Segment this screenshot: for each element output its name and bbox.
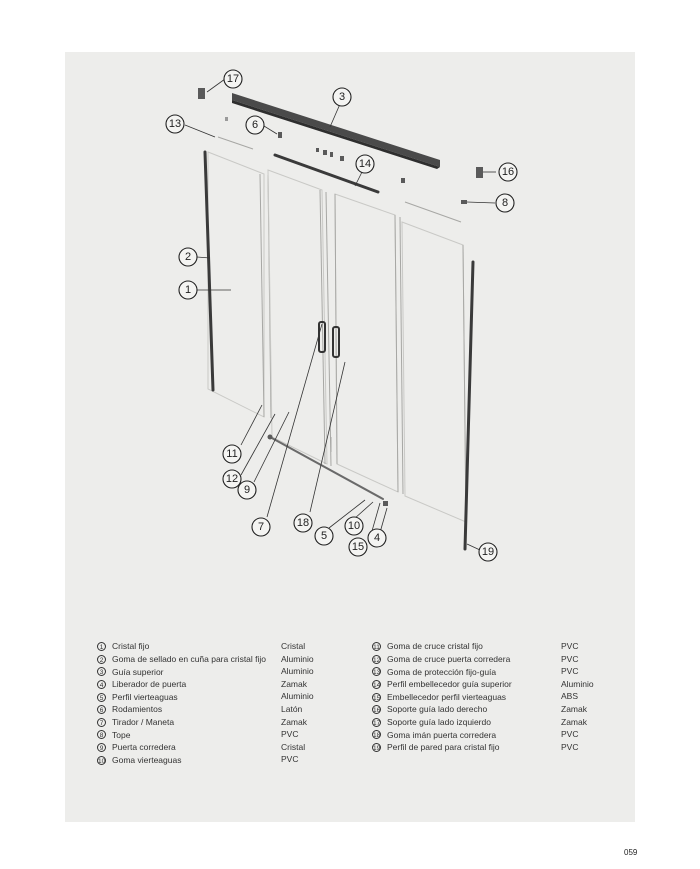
exploded-view-diagram [65, 52, 635, 622]
item-number: 9 [97, 743, 106, 752]
right-support-bracket [476, 167, 483, 178]
callout-number: 1 [184, 284, 192, 296]
callout-number: 11 [226, 448, 238, 460]
callout-4 [368, 529, 386, 547]
part-material: Cristal [281, 641, 306, 651]
list-item [97, 703, 303, 716]
door-release [383, 501, 388, 506]
callout-18 [294, 514, 312, 532]
callout-number: 12 [225, 473, 239, 485]
left-fixed-glass [208, 152, 264, 417]
part-name: Tope [112, 729, 131, 740]
item-number: 16 [373, 707, 381, 715]
callout-number: 8 [501, 197, 509, 209]
list-item [97, 653, 314, 666]
callout-number: 2 [184, 251, 192, 263]
part-material: Zamak [561, 703, 587, 714]
part-material: PVC [561, 741, 579, 752]
part-name: Goma imán puerta corredera [387, 729, 497, 740]
part-name: Goma de cruce cristal fijo [387, 641, 483, 652]
part-name: Goma de protección fijo-guía [387, 666, 497, 677]
list-item [372, 678, 594, 691]
part-name: Tirador / Maneta [112, 717, 175, 728]
list-item [372, 690, 579, 703]
list-item [97, 753, 299, 766]
left-support-bracket [198, 88, 205, 99]
part-name: Goma vierteaguas [112, 754, 182, 765]
callout-8 [496, 194, 514, 212]
part-material: ABS [561, 691, 579, 702]
part-material: Latón [281, 703, 303, 714]
parts-list-right [372, 640, 594, 753]
callout-number: 19 [481, 546, 495, 558]
callout-number: 4 [373, 532, 381, 544]
callout-13 [166, 115, 184, 133]
part-material: PVC [561, 666, 579, 677]
callout-number: 5 [320, 530, 328, 542]
callout-3 [333, 88, 351, 106]
item-number: 15 [373, 694, 381, 702]
part-material: Aluminio [281, 653, 314, 664]
callout-number: 15 [351, 541, 365, 553]
list-item [97, 728, 299, 741]
callout-11 [223, 445, 241, 463]
list-item [97, 690, 314, 703]
list-item [372, 665, 579, 678]
list-item [372, 703, 587, 716]
item-number: 18 [373, 732, 381, 740]
item-number: 19 [373, 745, 381, 752]
part-name: Rodamientos [112, 704, 163, 715]
page-number: 059 [624, 848, 638, 857]
callout-number: 3 [338, 91, 346, 103]
part-material: Zamak [281, 678, 307, 689]
part-material: PVC [561, 729, 579, 740]
callout-number: 14 [358, 158, 372, 170]
part-name: Perfil de pared para cristal fijo [387, 742, 500, 753]
list-item [97, 640, 306, 653]
part-material: PVC [561, 641, 579, 651]
item-number: 8 [97, 730, 106, 739]
item-number: 1 [97, 642, 106, 651]
part-name: Soporte guía lado izquierdo [387, 717, 491, 728]
item-number: 13 [373, 669, 381, 677]
left-sliding-door [268, 170, 327, 464]
callout-number: 16 [501, 166, 515, 178]
part-name: Guía superior [112, 666, 164, 677]
callout-19 [479, 543, 497, 561]
callout-5 [315, 527, 333, 545]
callout-number: 18 [296, 517, 310, 529]
part-material: Aluminio [281, 666, 314, 677]
part-name: Cristal fijo [112, 641, 150, 652]
part-material: PVC [281, 754, 299, 765]
callout-number: 10 [347, 520, 361, 532]
item-number: 14 [373, 682, 381, 690]
callout-16 [499, 163, 517, 181]
part-name: Puerta corredera [112, 742, 176, 753]
part-name: Soporte guía lado derecho [387, 704, 488, 715]
callout-12 [223, 470, 241, 488]
item-number: 7 [97, 718, 106, 727]
part-material: Cristal [281, 741, 306, 752]
callout-15 [349, 538, 367, 556]
item-number: 17 [373, 719, 381, 727]
item-number: 3 [97, 667, 106, 676]
part-name: Embellecedor perfil vierteaguas [387, 691, 507, 702]
callout-17 [224, 70, 242, 88]
part-material: PVC [281, 729, 299, 740]
item-number: 11 [373, 644, 380, 652]
callout-number: 9 [243, 484, 251, 496]
callout-number: 13 [168, 118, 182, 130]
list-item [372, 653, 579, 666]
item-number: 2 [97, 655, 106, 664]
callout-number: 17 [226, 73, 240, 85]
part-material: Zamak [561, 716, 587, 727]
list-item [372, 728, 579, 741]
parts-list-left [97, 640, 314, 766]
item-number: 4 [97, 680, 106, 689]
stopper [461, 200, 467, 204]
list-item [372, 640, 579, 653]
callout-number: 6 [251, 119, 259, 131]
list-item [372, 716, 587, 729]
callout-14 [356, 155, 374, 173]
callout-10 [345, 517, 363, 535]
roller-bearing [278, 132, 282, 138]
callout-number: 7 [257, 521, 265, 533]
list-item [372, 741, 579, 754]
callout-9 [238, 481, 256, 499]
callout-6 [246, 116, 264, 134]
item-number: 6 [97, 705, 106, 714]
item-number: 12 [373, 656, 381, 664]
part-material: Aluminio [281, 691, 314, 702]
part-name: Perfil embellecedor guía superior [387, 679, 512, 690]
part-name: Goma de cruce puerta corredera [387, 654, 511, 665]
callout-1 [179, 281, 197, 299]
list-item [97, 678, 307, 691]
list-item [97, 741, 306, 754]
wall-profile [465, 262, 473, 549]
item-number: 10 [98, 757, 106, 765]
part-material: PVC [561, 653, 579, 664]
part-name: Goma de sellado en cuña para cristal fijo [112, 654, 267, 665]
part-name: Perfil vierteaguas [112, 691, 178, 702]
part-name: Liberador de puerta [112, 679, 187, 690]
callout-2 [179, 248, 197, 266]
part-material: Zamak [281, 716, 307, 727]
part-material: Aluminio [561, 678, 594, 689]
list-item [97, 665, 314, 678]
right-fixed-glass [402, 222, 466, 522]
item-number: 5 [97, 693, 106, 702]
right-sliding-door [335, 194, 398, 492]
wedge-seal-profile [205, 152, 213, 390]
callout-7 [252, 518, 270, 536]
list-item [97, 716, 307, 729]
